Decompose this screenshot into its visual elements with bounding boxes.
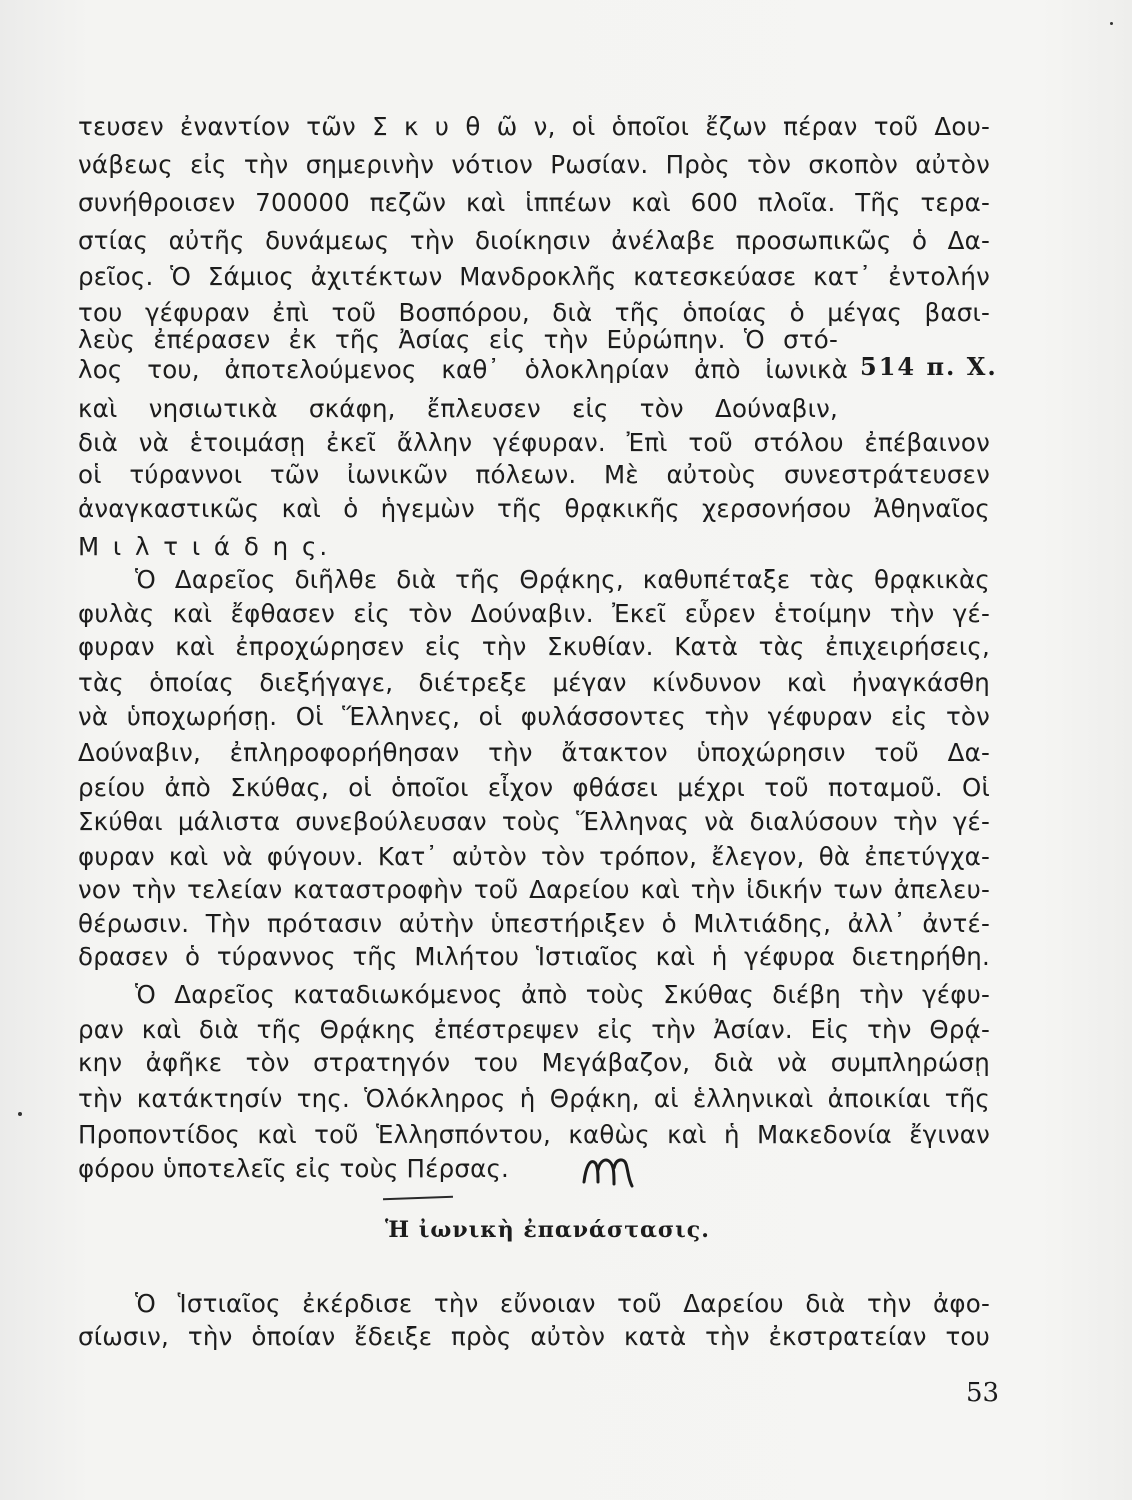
text-line: τευσεν ἐναντίον τῶν Σ κ υ θ ῶ ν, οἱ ὁποῖοι ἔζων πέραν τοῦ Δου-: [78, 112, 990, 141]
text-line: κην ἀφῆκε τὸν στρατηγόν του Μεγάβαζον, διὰ νὰ συμπληρώσῃ: [78, 1048, 990, 1077]
text-line: φυλὰς καὶ ἔφθασεν εἰς τὸν Δούναβιν. Ἐκεῖ εὗρεν ἑτοίμην τὴν γέ-: [78, 599, 990, 628]
text-line: συνήθροισεν 700000 πεζῶν καὶ ἱππέων καὶ 600 πλοῖα. Τῆς τερα-: [78, 188, 990, 217]
section-heading: Ἡ ἰωνικὴ ἐπανάστασις.: [385, 1217, 710, 1243]
text-line: δρασεν ὁ τύραννος τῆς Μιλήτου Ἱστιαῖος καὶ ἡ γέφυρα διετηρήθη.: [78, 942, 990, 971]
text-line: οἱ τύραννοι τῶν ἰωνικῶν πόλεων. Μὲ αὐτοὺς συνεστράτευσεν: [78, 460, 990, 489]
text-line: ρεῖος. Ὁ Σάμιος ἀχιτέκτων Μανδροκλῆς κατεσκεύασε κατ᾽ ἐντολήν: [78, 262, 990, 291]
text-line: θέρωσιν. Τὴν πρότασιν αὐτὴν ὑπεστήριξεν ὁ Μιλτιάδης, ἀλλ᾽ ἀντέ-: [78, 909, 990, 938]
text-line: φυραν καὶ νὰ φύγουν. Κατ᾽ αὐτὸν τὸν τρόπον, ἔλεγον, θὰ ἐπετύγχα-: [78, 842, 990, 871]
section-divider: [383, 1196, 453, 1200]
speck: [1110, 22, 1113, 25]
text-line: Μ ι λ τ ι ά δ η ς.: [78, 532, 331, 561]
text-line: ρείου ἀπὸ Σκύθας, οἱ ὁποῖοι εἶχον φθάσει μέχρι τοῦ ποταμοῦ. Οἱ: [78, 773, 990, 802]
text-line: τὰς ὁποίας διεξήγαγε, διέτρεξε μέγαν κίνδυνον καὶ ἠναγκάσθη: [78, 668, 990, 697]
text-line: ἀναγκαστικῶς καὶ ὁ ἡγεμὼν τῆς θρᾳκικῆς χερσονήσου Ἀθηναῖος: [78, 494, 990, 523]
text-line: διὰ νὰ ἑτοιμάσῃ ἐκεῖ ἄλλην γέφυραν. Ἐπὶ τοῦ στόλου ἐπέβαινον: [78, 428, 990, 457]
text-line: του γέφυραν ἐπὶ τοῦ Βοσπόρου, διὰ τῆς ὁποίας ὁ μέγας βασι-: [78, 298, 990, 327]
speck: [18, 1112, 22, 1116]
margin-date-note: 514 π. Χ.: [860, 352, 998, 381]
text-line: Προποντίδος καὶ τοῦ Ἑλλησπόντου, καθὼς καὶ ἡ Μακεδονία ἔγιναν: [78, 1120, 990, 1149]
text-line: φυραν καὶ ἐπροχώρησεν εἰς τὴν Σκυθίαν. Κατὰ τὰς ἐπιχειρήσεις,: [78, 632, 990, 661]
text-line: νον τὴν τελείαν καταστροφὴν τοῦ Δαρείου καὶ τὴν ἰδικήν των ἀπελευ-: [78, 875, 990, 904]
text-line: ραν καὶ διὰ τῆς Θρᾴκης ἐπέστρεψεν εἰς τὴν Ἀσίαν. Εἰς τὴν Θρᾴ-: [78, 1015, 990, 1044]
text-line: λεὺς ἐπέρασεν ἐκ τῆς Ἀσίας εἰς τὴν Εὐρώπην. Ὁ στό-: [78, 325, 838, 354]
text-line: νάβεως εἰς τὴν σημερινὴν νότιον Ρωσίαν. Πρὸς τὸν σκοπὸν αὐτὸν: [78, 150, 990, 179]
text-line: νὰ ὑποχωρήσῃ. Οἱ Ἕλληνες, οἱ φυλάσσοντες τὴν γέφυραν εἰς τὸν: [78, 702, 990, 731]
text-line: λος του, ἀποτελούμενος καθ᾽ ὁλοκληρίαν ἀπὸ ἰωνικὰ: [78, 355, 848, 384]
handwritten-mark-icon: [580, 1148, 640, 1192]
page-number: 53: [966, 1378, 1000, 1408]
text-line: Δούναβιν, ἐπληροφορήθησαν τὴν ἄτακτον ὑποχώρησιν τοῦ Δα-: [78, 738, 990, 767]
text-line: στίας αὐτῆς δυνάμεως τὴν διοίκησιν ἀνέλαβε προσωπικῶς ὁ Δα-: [78, 226, 990, 255]
text-line: καὶ νησιωτικὰ σκάφη, ἔπλευσεν εἰς τὸν Δούναβιν,: [78, 394, 838, 423]
text-line: τὴν κατάκτησίν της. Ὁλόκληρος ἡ Θρᾴκη, αἱ ἑλληνικαὶ ἀποικίαι τῆς: [78, 1084, 990, 1113]
paragraph-start: Ὁ Δαρεῖος καταδιωκόμενος ἀπὸ τοὺς Σκύθας διέβη τὴν γέφυ-: [135, 980, 990, 1009]
text-line: Σκύθαι μάλιστα συνεβούλευσαν τοὺς Ἕλληνας νὰ διαλύσουν τὴν γέ-: [78, 807, 990, 836]
paragraph-start: Ὁ Ἱστιαῖος ἐκέρδισε τὴν εὔνοιαν τοῦ Δαρείου διὰ τὴν ἀφο-: [135, 1289, 990, 1318]
text-line: σίωσιν, τὴν ὁποίαν ἔδειξε πρὸς αὐτὸν κατὰ τὴν ἐκστρατείαν του: [78, 1322, 990, 1351]
text-line: φόρου ὑποτελεῖς εἰς τοὺς Πέρσας.: [78, 1154, 510, 1183]
paragraph-start: Ὁ Δαρεῖος διῆλθε διὰ τῆς Θρᾴκης, καθυπέταξε τὰς θρᾳκικὰς: [135, 565, 990, 594]
